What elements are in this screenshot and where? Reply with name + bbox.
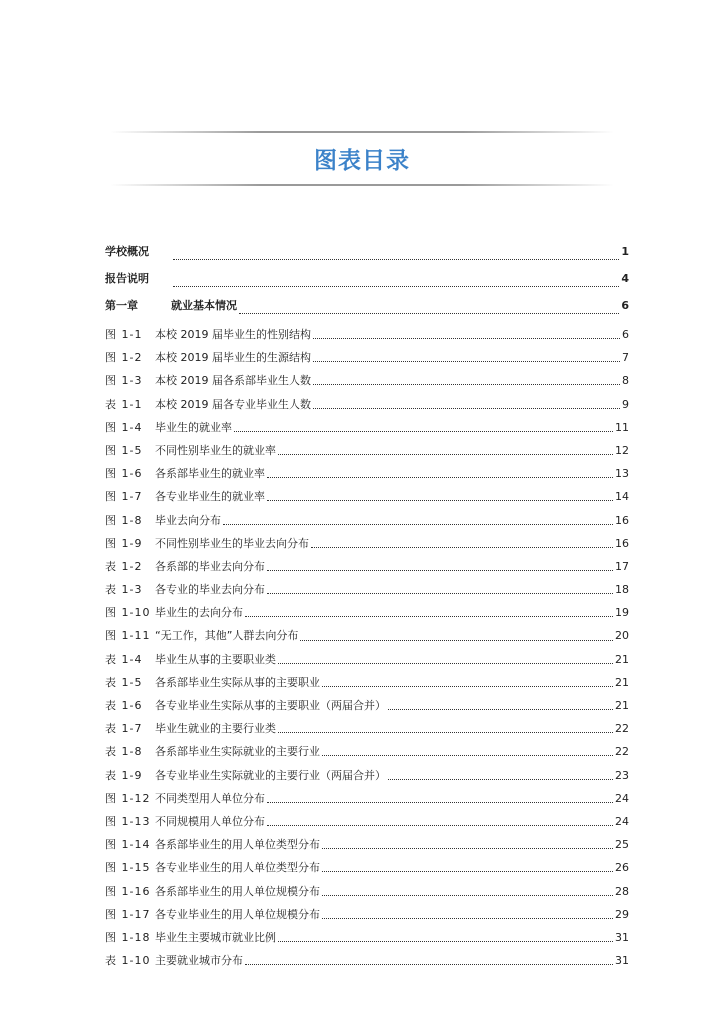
toc-page-number: 20 bbox=[615, 629, 629, 643]
toc-entry-label: 表 1-4 bbox=[105, 652, 143, 666]
toc-entry[interactable] bbox=[105, 810, 629, 833]
toc-entry-label: 表 1-7 bbox=[105, 722, 143, 736]
toc-entry-label: 表 1-5 bbox=[105, 675, 143, 689]
toc-page-number: 9 bbox=[622, 397, 629, 411]
toc-entry-title: 毕业生就业的主要行业类 bbox=[155, 722, 276, 736]
toc-entry[interactable] bbox=[105, 856, 629, 879]
toc-entry[interactable] bbox=[105, 242, 629, 269]
toc-entry[interactable] bbox=[105, 764, 629, 787]
toc-page-number: 16 bbox=[615, 513, 629, 527]
toc-leader-dots bbox=[313, 338, 620, 339]
toc-leader-dots bbox=[322, 918, 613, 919]
toc-entry[interactable] bbox=[105, 269, 629, 296]
toc-entry-title: 本校 2019 届毕业生的生源结构 bbox=[155, 351, 311, 365]
toc-entry[interactable] bbox=[105, 532, 629, 555]
toc-leader-dots bbox=[278, 663, 613, 664]
toc-leader-dots bbox=[322, 895, 613, 896]
toc-entry[interactable] bbox=[105, 926, 629, 949]
toc-entry[interactable] bbox=[105, 323, 629, 346]
toc-entry-title: 各系部毕业生的就业率 bbox=[155, 467, 265, 481]
toc-entry[interactable] bbox=[105, 671, 629, 694]
toc-page-number: 18 bbox=[615, 583, 629, 597]
toc-entry-title: 毕业生主要城市就业比例 bbox=[155, 930, 276, 944]
toc-entry-label: 表 1-1 bbox=[105, 397, 143, 411]
toc-leader-dots bbox=[267, 825, 613, 826]
toc-leader-dots bbox=[278, 941, 613, 942]
toc-leader-dots bbox=[267, 477, 613, 478]
toc-entry-title: 各系部毕业生实际从事的主要职业 bbox=[155, 675, 320, 689]
toc-page-number: 14 bbox=[615, 490, 629, 504]
toc-entry-label: 表 1-9 bbox=[105, 768, 143, 782]
toc-page-number: 21 bbox=[615, 699, 629, 712]
toc-entry-label: 图 1-18 bbox=[105, 930, 151, 944]
toc-entry-title: 毕业生的就业率 bbox=[155, 420, 232, 434]
toc-leader-dots bbox=[388, 779, 613, 780]
toc-entry[interactable] bbox=[105, 393, 629, 416]
toc-entry-title: 不同类型用人单位分布 bbox=[155, 791, 265, 805]
toc-entry[interactable] bbox=[105, 346, 629, 369]
toc-entry-label: 图 1-12 bbox=[105, 791, 151, 805]
toc-leader-dots bbox=[322, 686, 613, 687]
toc-entry[interactable] bbox=[105, 369, 629, 392]
toc-leader-dots bbox=[223, 524, 613, 525]
toc-entry[interactable] bbox=[105, 833, 629, 856]
toc-leader-dots bbox=[311, 547, 613, 548]
page-title: 图表目录 bbox=[314, 148, 410, 174]
toc-page-number: 31 bbox=[615, 930, 629, 944]
toc-entry-label: 图 1-8 bbox=[105, 513, 143, 527]
toc-leader-dots bbox=[267, 802, 613, 803]
toc-entry-label: 表 1-6 bbox=[105, 699, 143, 712]
toc-entry-label: 图 1-3 bbox=[105, 374, 143, 388]
toc-entry-label: 图 1-11 bbox=[105, 629, 151, 643]
toc-entry-label: 图 1-5 bbox=[105, 443, 143, 457]
toc-entry-title: 本校 2019 届各系部毕业生人数 bbox=[155, 374, 311, 388]
toc-entry-label: 图 1-1 bbox=[105, 328, 143, 341]
toc-entry[interactable] bbox=[105, 462, 629, 485]
toc-entry-label: 第一章 bbox=[105, 299, 138, 312]
toc-entry[interactable] bbox=[105, 903, 629, 926]
toc-entry-label: 报告说明 bbox=[105, 272, 149, 285]
toc-entry[interactable] bbox=[105, 601, 629, 624]
toc-entry-label: 表 1-3 bbox=[105, 583, 143, 597]
toc-page-number: 25 bbox=[615, 838, 629, 852]
toc-leader-dots bbox=[234, 431, 613, 432]
toc-entry-label: 图 1-7 bbox=[105, 490, 143, 504]
toc-leader-dots bbox=[245, 616, 613, 617]
table-of-contents bbox=[105, 242, 629, 972]
toc-entry-label: 图 1-9 bbox=[105, 536, 143, 550]
toc-page-number: 6 bbox=[621, 299, 629, 312]
toc-entry-title: 各系部毕业生的用人单位规模分布 bbox=[155, 884, 320, 898]
toc-page-number: 26 bbox=[615, 861, 629, 875]
toc-page-number: 29 bbox=[615, 907, 629, 921]
toc-page-number: 1 bbox=[621, 245, 629, 258]
toc-entry-label: 图 1-2 bbox=[105, 351, 143, 365]
toc-leader-dots bbox=[267, 570, 613, 571]
toc-page-number: 17 bbox=[615, 559, 629, 573]
toc-entry[interactable] bbox=[105, 439, 629, 462]
toc-entry[interactable] bbox=[105, 555, 629, 578]
toc-leader-dots bbox=[313, 361, 620, 362]
toc-entry[interactable] bbox=[105, 296, 629, 323]
toc-leader-dots bbox=[322, 848, 613, 849]
toc-entry-title: 本校 2019 届毕业生的性别结构 bbox=[155, 328, 311, 341]
toc-entry-title: 不同性别毕业生的毕业去向分布 bbox=[155, 536, 309, 550]
toc-entry-title: 不同性别毕业生的就业率 bbox=[155, 443, 276, 457]
toc-entry-label: 图 1-13 bbox=[105, 814, 151, 828]
toc-entry-label: 学校概况 bbox=[105, 245, 149, 258]
toc-entry-label: 表 1-8 bbox=[105, 745, 143, 759]
toc-page-number: 4 bbox=[621, 272, 629, 285]
toc-page-number: 21 bbox=[615, 675, 629, 689]
toc-entry-label: 图 1-4 bbox=[105, 420, 143, 434]
toc-entry-title: “无工作，其他”人群去向分布 bbox=[155, 629, 299, 643]
toc-entry-title: 各专业的毕业去向分布 bbox=[155, 583, 265, 597]
toc-entry-label: 图 1-10 bbox=[105, 606, 151, 620]
toc-entry[interactable] bbox=[105, 740, 629, 763]
toc-entry[interactable] bbox=[105, 509, 629, 532]
toc-entry-label: 图 1-14 bbox=[105, 838, 151, 852]
toc-page-number: 28 bbox=[615, 884, 629, 898]
toc-entry-title: 各专业毕业生的就业率 bbox=[155, 490, 265, 504]
toc-page-number: 23 bbox=[615, 768, 629, 782]
toc-entry[interactable] bbox=[105, 787, 629, 810]
toc-entry-label: 表 1-2 bbox=[105, 559, 143, 573]
toc-entry-title: 各专业毕业生实际就业的主要行业（两届合并） bbox=[155, 768, 386, 782]
toc-page-number: 8 bbox=[622, 374, 629, 388]
toc-page-number: 31 bbox=[615, 954, 629, 968]
toc-entry-label: 图 1-16 bbox=[105, 884, 151, 898]
toc-entry-label: 图 1-6 bbox=[105, 467, 143, 481]
toc-leader-dots bbox=[388, 709, 613, 710]
toc-entry[interactable] bbox=[105, 624, 629, 647]
toc-entry-title: 毕业生从事的主要职业类 bbox=[155, 652, 276, 666]
toc-entry-title: 主要就业城市分布 bbox=[155, 954, 243, 968]
toc-entry-label: 表 1-10 bbox=[105, 954, 151, 968]
toc-entry-label: 图 1-17 bbox=[105, 907, 151, 921]
toc-entry-title: 本校 2019 届各专业毕业生人数 bbox=[155, 397, 311, 411]
toc-entry[interactable] bbox=[105, 880, 629, 903]
toc-entry-title: 毕业去向分布 bbox=[155, 513, 221, 527]
toc-entry[interactable] bbox=[105, 578, 629, 601]
toc-entry-title: 毕业生的去向分布 bbox=[155, 606, 243, 620]
toc-entry-title: 各系部毕业生的用人单位类型分布 bbox=[155, 838, 320, 852]
toc-page-number: 12 bbox=[615, 443, 629, 457]
toc-leader-dots bbox=[278, 454, 613, 455]
toc-leader-dots bbox=[300, 640, 613, 641]
toc-page-number: 24 bbox=[615, 791, 629, 805]
toc-entry[interactable] bbox=[105, 416, 629, 439]
toc-page-number: 13 bbox=[615, 467, 629, 481]
toc-leader-dots bbox=[239, 313, 619, 314]
toc-entry-title: 各专业毕业生实际从事的主要职业（两届合并） bbox=[155, 699, 386, 712]
toc-entry[interactable] bbox=[105, 717, 629, 740]
toc-page-number: 16 bbox=[615, 536, 629, 550]
toc-leader-dots bbox=[267, 500, 613, 501]
toc-page-number: 11 bbox=[615, 420, 629, 434]
toc-entry-title: 就业基本情况 bbox=[171, 299, 237, 312]
toc-page-number: 22 bbox=[615, 722, 629, 736]
toc-leader-dots bbox=[322, 755, 613, 756]
toc-leader-dots bbox=[173, 259, 619, 260]
toc-page-number: 22 bbox=[615, 745, 629, 759]
toc-entry-title: 各系部毕业生实际就业的主要行业 bbox=[155, 745, 320, 759]
toc-entry[interactable] bbox=[105, 485, 629, 508]
toc-entry-title: 各专业毕业生的用人单位规模分布 bbox=[155, 907, 320, 921]
toc-entry-label: 图 1-15 bbox=[105, 861, 151, 875]
toc-leader-dots bbox=[313, 408, 620, 409]
title-top-rule bbox=[110, 131, 614, 133]
toc-page-number: 6 bbox=[622, 328, 629, 341]
toc-page-number: 19 bbox=[615, 606, 629, 620]
toc-leader-dots bbox=[245, 964, 613, 965]
toc-page-number: 7 bbox=[622, 351, 629, 365]
toc-page-number: 24 bbox=[615, 814, 629, 828]
toc-entry-title: 各专业毕业生的用人单位类型分布 bbox=[155, 861, 320, 875]
toc-entry[interactable] bbox=[105, 648, 629, 671]
toc-leader-dots bbox=[267, 593, 613, 594]
toc-entry[interactable] bbox=[105, 694, 629, 717]
title-bottom-rule bbox=[110, 184, 614, 186]
toc-page-number: 21 bbox=[615, 652, 629, 666]
toc-entry-title: 不同规模用人单位分布 bbox=[155, 814, 265, 828]
toc-entry[interactable] bbox=[105, 949, 629, 972]
toc-leader-dots bbox=[313, 384, 620, 385]
toc-leader-dots bbox=[322, 871, 613, 872]
toc-leader-dots bbox=[278, 732, 613, 733]
toc-leader-dots bbox=[173, 286, 619, 287]
toc-entry-title: 各系部的毕业去向分布 bbox=[155, 559, 265, 573]
